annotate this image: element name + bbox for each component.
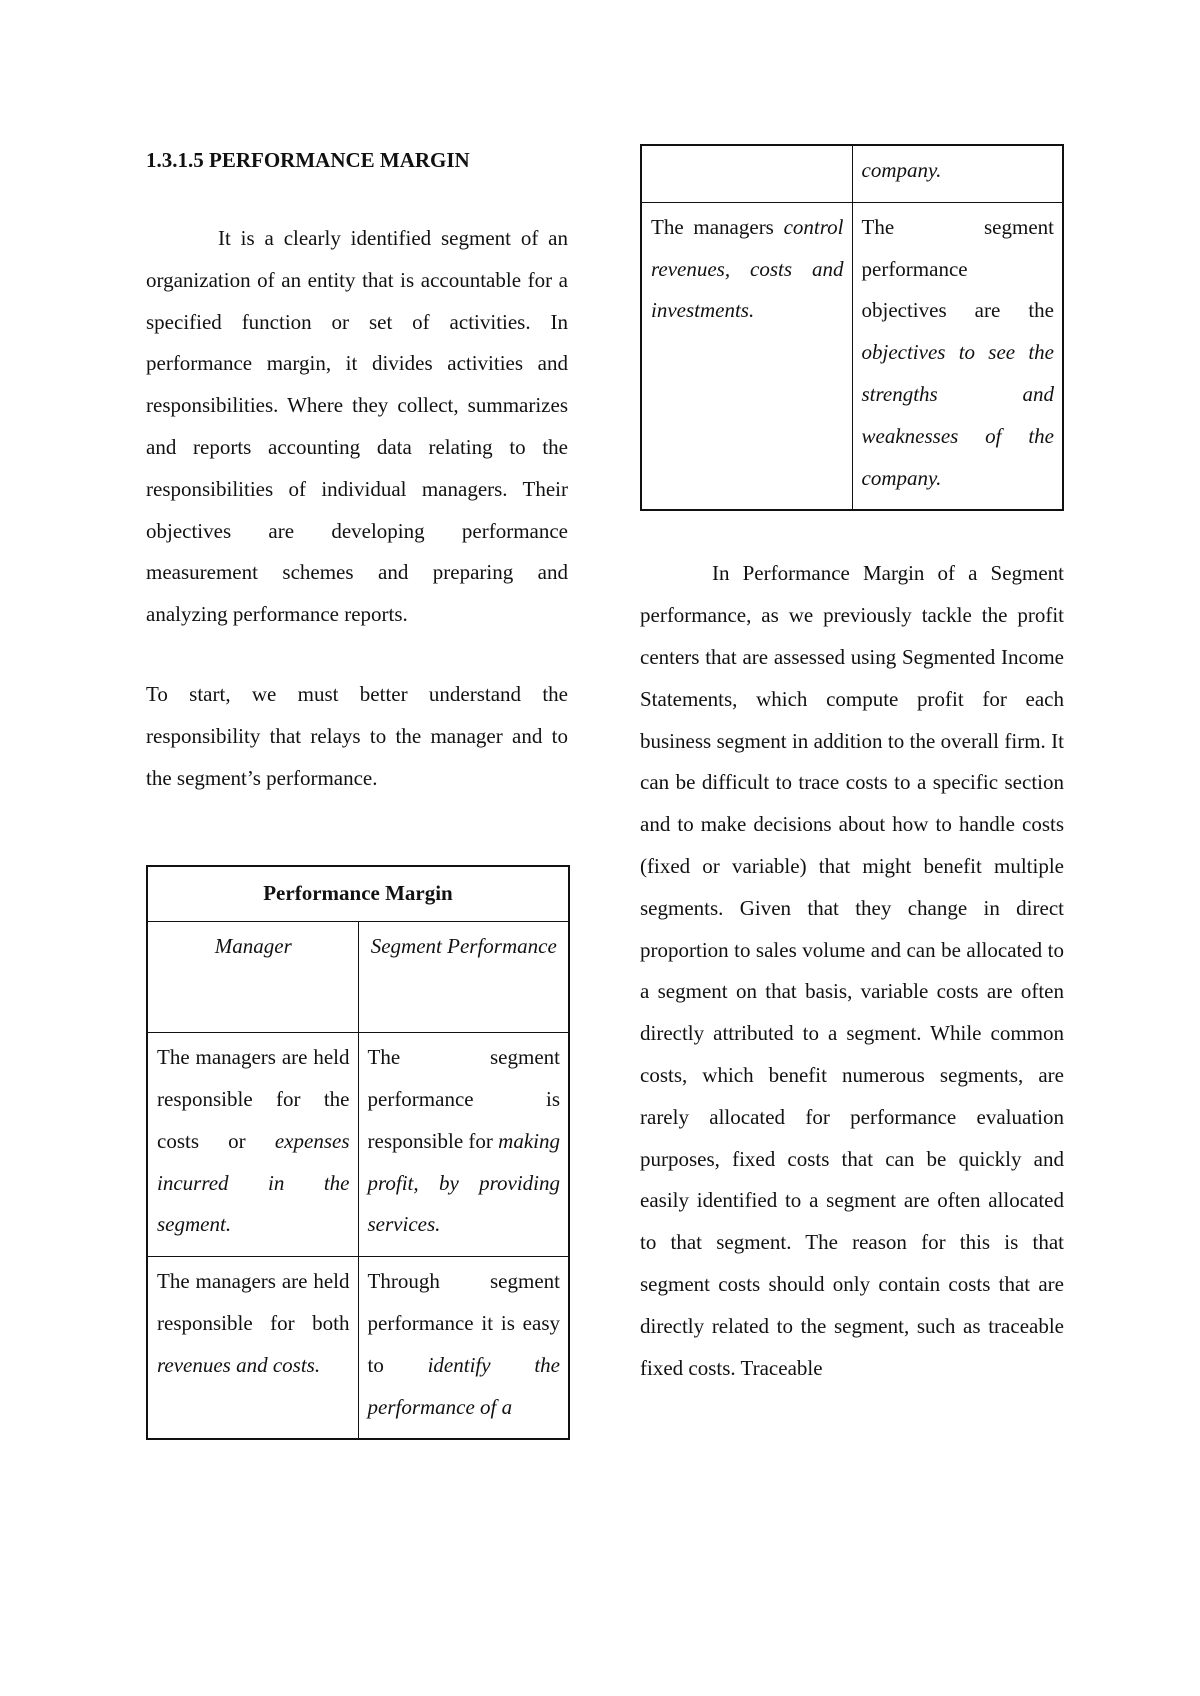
cell-emphasis: company. bbox=[861, 158, 942, 182]
performance-margin-table-continued bbox=[640, 144, 1064, 511]
table-row bbox=[147, 1257, 569, 1440]
table-title: Performance Margin bbox=[147, 866, 569, 921]
cell-emphasis: revenues and costs. bbox=[157, 1352, 321, 1377]
segment-paragraph: In Performance Margin of a Segment performance, as we previously tackle the profit centers that are assessed using Segmented Income Statements, which compute profit for each business segment in addition to the overall firm. It can be difficult to trace costs to a specific section and to make decisions about how to handle costs (fixed or variable) that might benefit multiple segments. Given that they change in direct proportion to sales volume and can be allocated to a segment on that basis, variable costs are often directly attributed to a segment. While common costs, which benefit numerous segments, are rarely allocated for performance evaluation purposes, fixed costs that can be quickly and easily identified to a segment are often allocated to that segment. The reason for this is that segment costs should only contain costs that are directly related to the segment, such as traceable fixed costs. Traceable bbox=[640, 561, 1064, 1380]
start-paragraph: To start, we must better understand the responsibility that relays to the manager and to the segment’s performance. bbox=[146, 681, 568, 790]
performance-margin-table bbox=[146, 865, 570, 1440]
right-column bbox=[640, 144, 1064, 1389]
cell-emphasis: expenses incurred in the segment. bbox=[157, 1128, 350, 1237]
manager-column-header: Manager bbox=[147, 922, 358, 1033]
cell-emphasis: making profit, by providing services. bbox=[367, 1128, 560, 1237]
table-header-row bbox=[147, 922, 569, 1033]
cell-text: The segment performance is responsible for bbox=[367, 1045, 560, 1153]
table-row bbox=[147, 1033, 569, 1257]
left-column bbox=[146, 142, 568, 1440]
cell-text: The managers are held responsible for both bbox=[157, 1269, 350, 1335]
table-title-row bbox=[147, 866, 569, 921]
table-row bbox=[641, 145, 1063, 202]
paragraph-gap bbox=[146, 636, 568, 674]
cell-emphasis: identify the performance of a bbox=[367, 1352, 560, 1419]
cell-text: The managers are held responsible for the costs or bbox=[157, 1045, 350, 1153]
table-cell bbox=[852, 202, 1063, 510]
table-cell bbox=[641, 202, 852, 510]
table-row bbox=[641, 202, 1063, 510]
cell-text: The segment performance objectives are the bbox=[861, 214, 1054, 323]
table-cell bbox=[358, 1033, 569, 1257]
table-cell bbox=[147, 1033, 358, 1257]
section-heading: 1.3.1.5 PERFORMANCE MARGIN bbox=[146, 148, 470, 172]
table-cell-empty bbox=[641, 145, 852, 202]
cell-text: The managers bbox=[651, 214, 784, 239]
segment-column-header: Segment Performance bbox=[358, 922, 569, 1033]
cell-emphasis: objectives to see the strengths and weaknesses of the company. bbox=[861, 340, 1054, 490]
cell-text: Through segment performance it is easy to bbox=[367, 1269, 560, 1377]
intro-paragraph: It is a clearly identified segment of an organization of an entity that is accountable for a specified function or set of activities. In performance margin, it divides activities and responsibilities. Where they collect, summarizes and reports accounting data relating to the responsibilities of individual managers. Their objectives are developing performance measurement schemes and preparing and analyzing performance reports. bbox=[146, 226, 568, 627]
table-cell bbox=[358, 1257, 569, 1440]
table-cell bbox=[147, 1257, 358, 1440]
cell-emphasis: control revenues, costs and investments. bbox=[651, 214, 844, 323]
table-cell bbox=[852, 145, 1063, 202]
